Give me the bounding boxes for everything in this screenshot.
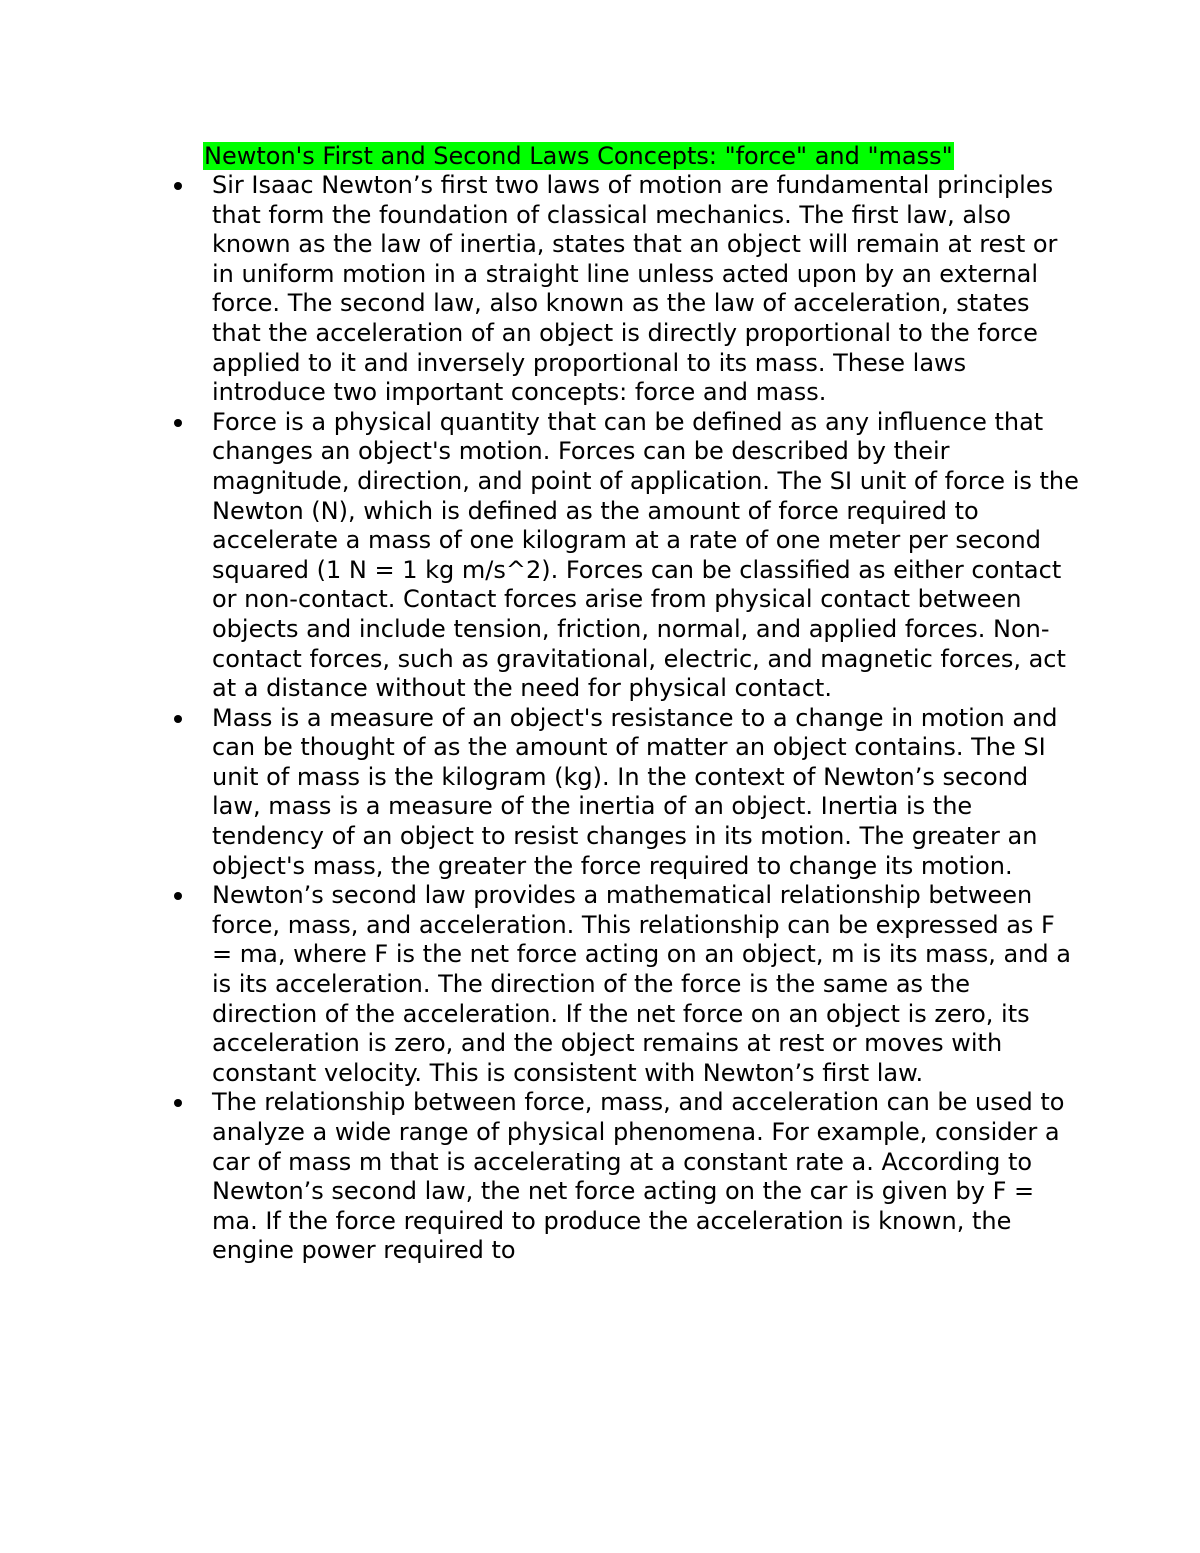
bullet-text: Mass is a measure of an object's resistance to a change in motion and can be thought of as the amount of matter an object contains. The SI unit of mass is the kilogram (kg). In the context of Newton’s second law, mass is a measure of the inertia of an object. Inertia is the tendency of an object to resist changes in its motion. The greater an object's mass, the greater the force required to change its motion.	[212, 703, 1058, 880]
document-body	[160, 141, 1080, 1266]
bullet-text: Sir Isaac Newton’s first two laws of motion are fundamental principles that form the foundation of classical mechanics. The first law, also known as the law of inertia, states that an object will remain at rest or in uniform motion in a straight line unless acted upon by an external force. The second law, also known as the law of acceleration, states that the acceleration of an object is directly proportional to the force applied to it and inversely proportional to its mass. These laws introduce two important concepts: force and mass.	[212, 171, 1058, 407]
bullet-item	[160, 704, 1080, 882]
bullet-item	[160, 881, 1080, 1088]
bullet-icon	[174, 892, 182, 900]
document-title: Newton's First and Second Laws Concepts: "force" and "mass"	[204, 142, 953, 170]
bullet-icon	[174, 182, 182, 190]
bullet-icon	[174, 419, 182, 427]
bullet-item	[160, 1088, 1080, 1266]
bullet-text: Force is a physical quantity that can be defined as any influence that changes an object's motion. Forces can be described by their magnitude, direction, and point of application. The SI unit of force is the Newton (N), which is defined as the amount of force required to accelerate a mass of one kilogram at a rate of one meter per second squared (1 N = 1 kg m/s^2). Forces can be classified as either contact or non-contact. Contact forces arise from physical contact between objects and include tension, friction, normal, and applied forces. Non-contact forces, such as gravitational, electric, and magnetic forces, act at a distance without the need for physical contact.	[212, 407, 1079, 703]
bullet-text: The relationship between force, mass, and acceleration can be used to analyze a wide range of physical phenomena. For example, consider a car of mass m that is accelerating at a constant rate a. According to Newton’s second law, the net force acting on the car is given by F = ma. If the force required to produce the acceleration is known, the engine power required to	[212, 1088, 1065, 1265]
document-title-line	[203, 141, 1080, 171]
bullet-icon	[174, 715, 182, 723]
bullet-item	[160, 171, 1080, 408]
bullet-icon	[174, 1099, 182, 1107]
bullet-text: Newton’s second law provides a mathematical relationship between force, mass, and acceleration. This relationship can be expressed as F = ma, where F is the net force acting on an object, m is its mass, and a is its acceleration. The direction of the force is the same as the direction of the acceleration. If the net force on an object is zero, its acceleration is zero, and the object remains at rest or moves with constant velocity. This is consistent with Newton’s first law.	[212, 881, 1071, 1087]
bullet-item	[160, 408, 1080, 704]
bullet-list	[160, 171, 1080, 1266]
